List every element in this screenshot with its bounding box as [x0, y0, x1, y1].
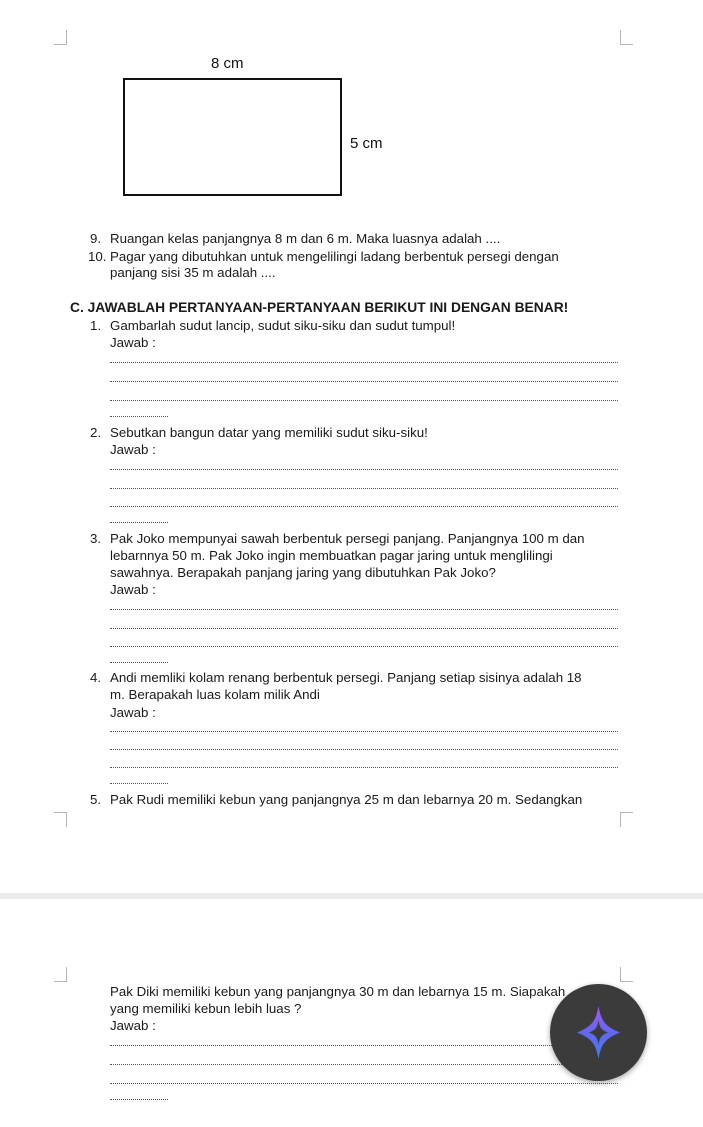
- sparkle-icon: [550, 984, 647, 1081]
- item-5-number: 5.: [90, 792, 102, 807]
- item-3-line-1: Pak Joko mempunyai sawah berbentuk persegi panjang. Panjangnya 100 m dan: [110, 531, 585, 546]
- item-4-line-1: Andi memliki kolam renang berbentuk persegi. Panjang setiap sisinya adalah 18: [110, 670, 582, 685]
- item-2-answer-label: Jawab :: [110, 442, 156, 457]
- answer-line-short[interactable]: [110, 522, 168, 523]
- rectangle-figure: [123, 78, 342, 196]
- answer-line[interactable]: [110, 628, 618, 629]
- item-5-line-1: Pak Rudi memiliki kebun yang panjangnya 25 m dan lebarnya 20 m. Sedangkan: [110, 792, 583, 807]
- answer-line[interactable]: [110, 381, 618, 382]
- crop-mark-top-left: [54, 967, 67, 982]
- answer-line[interactable]: [110, 749, 618, 750]
- question-10-number: 10.: [88, 249, 107, 264]
- answer-line[interactable]: [110, 469, 618, 470]
- crop-mark-top-right: [620, 967, 633, 982]
- answer-line-short[interactable]: [110, 662, 168, 663]
- answer-line-short[interactable]: [110, 416, 168, 417]
- figure-width-label: 8 cm: [211, 55, 244, 72]
- item-1-line-1: Gambarlah sudut lancip, sudut siku-siku dan sudut tumpul!: [110, 318, 456, 333]
- crop-mark-top-left: [54, 30, 67, 45]
- answer-line-short[interactable]: [110, 783, 168, 784]
- answer-line[interactable]: [110, 1083, 618, 1084]
- item-4-number: 4.: [90, 670, 102, 685]
- item-1-number: 1.: [90, 318, 102, 333]
- section-c-heading: C. JAWABLAH PERTANYAAN-PERTANYAAN BERIKUT INI DENGAN BENAR!: [70, 300, 569, 315]
- question-9-number: 9.: [90, 231, 102, 246]
- page2-answer-label: Jawab :: [110, 1018, 156, 1033]
- answer-line[interactable]: [110, 362, 618, 363]
- item-3-line-2: lebarnnya 50 m. Pak Joko ingin membuatkan pagar jaring untuk menglilingi: [110, 548, 553, 563]
- item-4-line-2: m. Berapakah luas kolam milik Andi: [110, 687, 320, 702]
- item-1-answer-label: Jawab :: [110, 335, 156, 350]
- answer-line[interactable]: [110, 609, 618, 610]
- crop-mark-bottom-left: [54, 812, 67, 827]
- answer-line[interactable]: [110, 767, 618, 768]
- question-10-line-2: panjang sisi 35 m adalah ....: [110, 265, 276, 280]
- question-9-text: Ruangan kelas panjangnya 8 m dan 6 m. Maka luasnya adalah ....: [110, 231, 501, 246]
- answer-line[interactable]: [110, 488, 618, 489]
- figure-height-label: 5 cm: [350, 135, 383, 152]
- crop-mark-bottom-right: [620, 812, 633, 827]
- crop-mark-top-right: [620, 30, 633, 45]
- page2-line-2: yang memiliki kebun lebih luas ?: [110, 1001, 302, 1016]
- answer-line[interactable]: [110, 731, 618, 732]
- item-2-number: 2.: [90, 425, 102, 440]
- item-3-answer-label: Jawab :: [110, 582, 156, 597]
- answer-line[interactable]: [110, 1045, 618, 1046]
- item-4-answer-label: Jawab :: [110, 705, 156, 720]
- item-3-number: 3.: [90, 531, 102, 546]
- answer-line[interactable]: [110, 1064, 618, 1065]
- ai-assistant-button[interactable]: [550, 984, 647, 1081]
- item-2-line-1: Sebutkan bangun datar yang memiliki sudut siku-siku!: [110, 425, 428, 440]
- answer-line-short[interactable]: [110, 1099, 168, 1100]
- answer-line[interactable]: [110, 400, 618, 401]
- page2-line-1: Pak Diki memiliki kebun yang panjangnya 30 m dan lebarnya 15 m. Siapakah: [110, 984, 566, 999]
- item-3-line-3: sawahnya. Berapakah panjang jaring yang dibutuhkan Pak Joko?: [110, 565, 496, 580]
- question-10-line-1: Pagar yang dibutuhkan untuk mengelilingi ladang berbentuk persegi dengan: [110, 249, 559, 264]
- answer-line[interactable]: [110, 506, 618, 507]
- answer-line[interactable]: [110, 646, 618, 647]
